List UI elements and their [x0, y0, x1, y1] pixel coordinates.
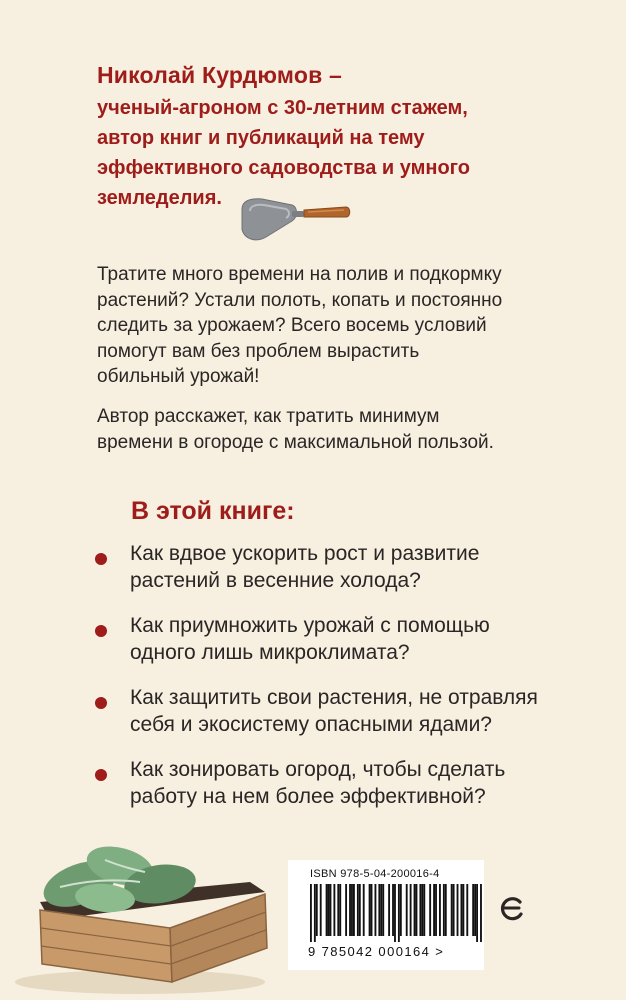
- barcode-bar: [406, 884, 408, 936]
- publisher-logo-icon: [498, 894, 526, 922]
- intro-line: Автор расскажет, как тратить минимум: [97, 406, 440, 427]
- intro-line: Тратите много времени на полив и подкормку: [97, 264, 502, 285]
- bullet-dot-icon: [95, 769, 107, 781]
- isbn-label: ISBN 978-5-04-200016-4: [310, 868, 440, 880]
- barcode-bar: [421, 884, 423, 936]
- barcode-bar: [310, 884, 312, 942]
- bullet-item: [95, 612, 565, 682]
- barcode-bar: [337, 884, 339, 936]
- barcode-bar: [414, 884, 416, 936]
- barcode-bar: [445, 884, 447, 936]
- bullet-text: [130, 540, 570, 594]
- bullet-line: работу на нем более эффективной?: [130, 785, 486, 808]
- barcode-bar: [380, 884, 382, 936]
- barcode-bar: [398, 884, 400, 942]
- intro-paragraph-1: [97, 262, 547, 390]
- barcode-bar: [416, 884, 418, 936]
- planter-box-illustration: [10, 832, 280, 997]
- barcode-bar: [423, 884, 425, 936]
- barcode-bar: [433, 884, 435, 936]
- barcode-bar: [466, 884, 468, 936]
- barcode-bar: [457, 884, 459, 936]
- bullet-line: одного лишь микроклимата?: [130, 641, 410, 664]
- intro-paragraph-2: [97, 404, 547, 455]
- barcode-bar: [400, 884, 402, 936]
- bullet-text: [130, 756, 570, 810]
- barcode-bar: [339, 884, 341, 936]
- author-name: Николай Курдюмов –: [97, 62, 342, 88]
- barcode-digits: 9 785042 000164 >: [308, 944, 445, 959]
- barcode-bar: [472, 884, 474, 936]
- barcode-bar: [435, 884, 437, 936]
- intro-line: времени в огороде с максимальной пользой.: [97, 431, 494, 453]
- intro-line: следить за урожаем? Всего восемь условий: [97, 315, 487, 336]
- barcode-bar: [333, 884, 335, 936]
- barcode-bar: [461, 884, 463, 936]
- barcode-bar: [314, 884, 316, 942]
- barcode-bar: [326, 884, 328, 936]
- barcode-bar: [353, 884, 355, 936]
- barcode-bar: [474, 884, 476, 936]
- barcode-bar: [363, 884, 365, 936]
- section-title: В этой книге:: [131, 497, 295, 525]
- bullet-text: [130, 684, 570, 738]
- bullet-dot-icon: [95, 697, 107, 709]
- intro-line: помогут вам без проблем вырастить: [97, 340, 420, 362]
- barcode-bar: [394, 884, 396, 942]
- barcode-bar: [328, 884, 330, 936]
- bullet-item: [95, 756, 565, 826]
- barcode-bar: [369, 884, 371, 936]
- bullet-line: Как вдвое ускорить рост и развитие: [130, 542, 480, 565]
- barcode-bar: [462, 884, 464, 936]
- barcode-bar: [388, 884, 390, 936]
- bullet-item: [95, 540, 565, 610]
- barcode-bar: [359, 884, 361, 936]
- intro-line: растений? Устали полоть, копать и постоянно: [97, 289, 503, 311]
- barcode-bar: [451, 884, 453, 936]
- bullet-line: себя и экосистему опасными ядами?: [130, 713, 492, 736]
- barcode-bar: [351, 884, 353, 936]
- barcode-graphic: [310, 884, 482, 942]
- barcode-bar: [480, 884, 482, 942]
- barcode-bar: [349, 884, 351, 936]
- barcode-bar: [443, 884, 445, 936]
- barcode-bar: [320, 884, 322, 936]
- barcode-bar: [345, 884, 347, 936]
- barcode-bar: [429, 884, 431, 936]
- barcode-bar: [375, 884, 377, 936]
- barcode-bar: [476, 884, 478, 942]
- bullet-dot-icon: [95, 553, 107, 565]
- barcode-bar: [371, 884, 373, 936]
- barcode-bar: [410, 884, 412, 936]
- author-description-line: эффективного садоводства и умного: [97, 157, 470, 179]
- barcode-bar: [453, 884, 455, 936]
- author-description-line: автор книг и публикаций на тему: [97, 127, 425, 149]
- barcode-bar: [439, 884, 441, 936]
- bullet-line: Как приумножить урожай с помощью: [130, 614, 490, 637]
- bullet-item: [95, 684, 565, 754]
- bullet-line: Как защитить свои растения, не отравляя: [130, 686, 538, 709]
- bullet-line: Как зонировать огород, чтобы сделать: [130, 758, 506, 781]
- intro-line: обильный урожай!: [97, 366, 260, 387]
- barcode-bar: [378, 884, 380, 936]
- barcode-bar: [316, 884, 318, 936]
- barcode-bar: [357, 884, 359, 936]
- author-description-line: ученый-агроном с 30-летним стажем,: [97, 97, 468, 119]
- author-description-line: земледелия.: [97, 187, 222, 209]
- bullet-dot-icon: [95, 625, 107, 637]
- isbn-barcode-box: [288, 860, 484, 970]
- barcode-bar: [419, 884, 421, 936]
- barcode-bar: [382, 884, 384, 936]
- trowel-icon: [236, 193, 352, 245]
- barcode-bar: [330, 884, 332, 936]
- bullet-line: растений в весенние холода?: [130, 569, 421, 592]
- barcode-bar: [392, 884, 394, 936]
- bullet-text: [130, 612, 570, 666]
